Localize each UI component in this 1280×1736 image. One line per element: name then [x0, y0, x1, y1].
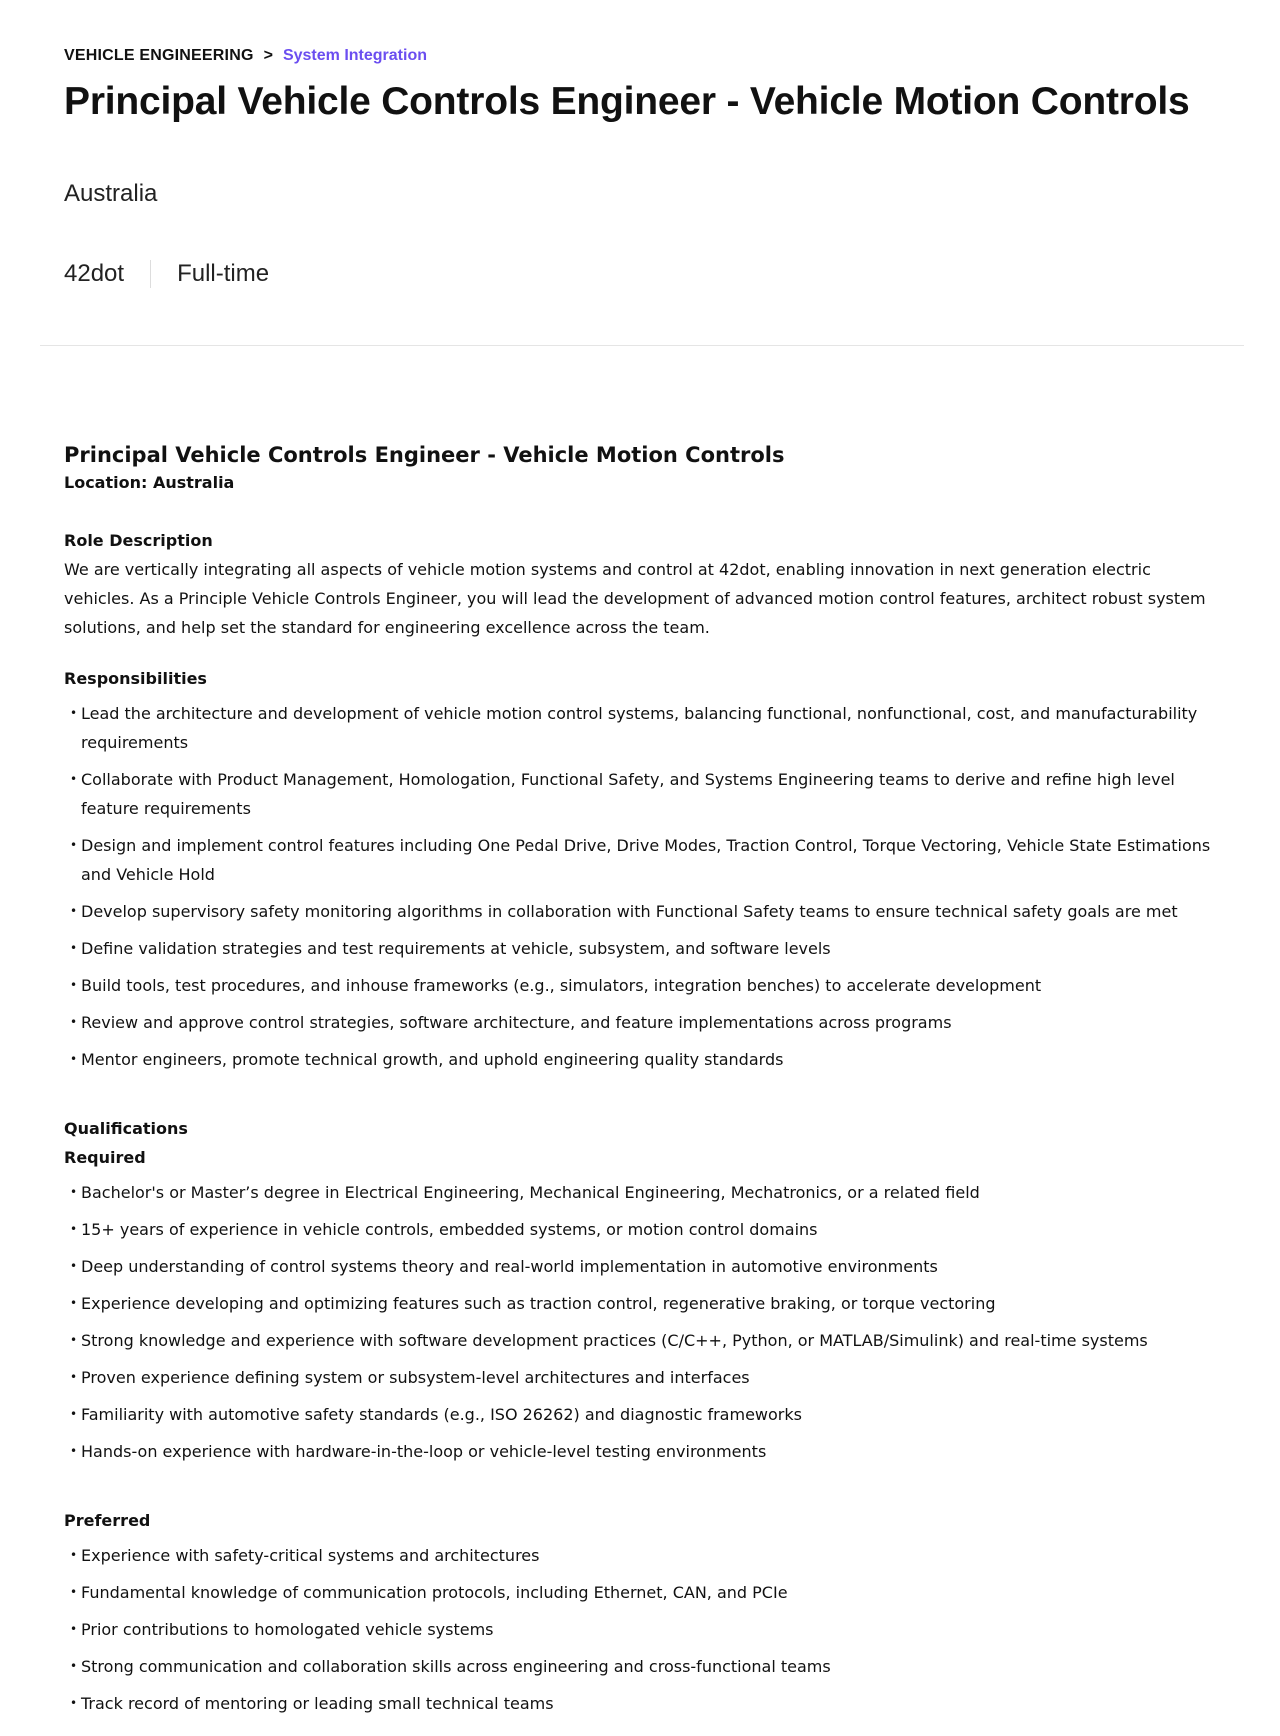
list-item: • Strong communication and collaboration skills across engineering and cross-functional teams	[72, 1652, 1224, 1681]
meta-divider	[150, 260, 151, 288]
list-item: • Familiarity with automotive safety standards (e.g., ISO 26262) and diagnostic frameworks	[72, 1400, 1224, 1429]
breadcrumb-system-integration[interactable]: System Integration	[282, 47, 427, 64]
job-description	[64, 440, 1224, 1726]
description-location: Location: Australia	[64, 473, 235, 492]
job-location: Australia	[64, 180, 158, 207]
list-item: • Hands-on experience with hardware-in-the-loop or vehicle-level testing environments	[72, 1437, 1224, 1466]
qualifications-heading: Qualifications	[64, 1119, 188, 1138]
list-item: • Proven experience defining system or subsystem-level architectures and interfaces	[72, 1363, 1224, 1392]
list-item: • Strong knowledge and experience with software development practices (C/C++, Python, or MATLAB/Simulink) and real-time systems	[72, 1326, 1224, 1355]
list-item: • Fundamental knowledge of communication protocols, including Ethernet, CAN, and PCIe	[72, 1578, 1224, 1607]
preferred-heading: Preferred	[64, 1511, 151, 1530]
list-item: • 15+ years of experience in vehicle controls, embedded systems, or motion control domains	[72, 1215, 1224, 1244]
list-item: • Design and implement control features including One Pedal Drive, Drive Modes, Traction Control, Torque Vectoring, Vehicle State Estimations and Vehicle Hold	[72, 831, 1224, 889]
list-item: • Mentor engineers, promote technical growth, and uphold engineering quality standards	[72, 1045, 1224, 1074]
breadcrumb	[64, 47, 427, 65]
description-title: Principal Vehicle Controls Engineer - Vehicle Motion Controls	[64, 443, 785, 467]
preferred-list	[64, 1541, 1224, 1718]
list-item: • Lead the architecture and development of vehicle motion control systems, balancing functional, nonfunctional, cost, and manufacturability requirements	[72, 699, 1224, 757]
employment-type: Full-time	[177, 260, 270, 287]
list-item: • Experience developing and optimizing features such as traction control, regenerative braking, or torque vectoring	[72, 1289, 1224, 1318]
required-list	[64, 1178, 1224, 1466]
list-item: • Deep understanding of control systems theory and real-world implementation in automotive environments	[72, 1252, 1224, 1281]
company-name: 42dot	[64, 260, 125, 287]
list-item: • Prior contributions to homologated vehicle systems	[72, 1615, 1224, 1644]
required-heading: Required	[64, 1148, 146, 1167]
list-item: • Review and approve control strategies, software architecture, and feature implementations across programs	[72, 1008, 1224, 1037]
list-item: • Define validation strategies and test requirements at vehicle, subsystem, and software levels	[72, 934, 1224, 963]
role-description-heading: Role Description	[64, 531, 213, 550]
list-item: • Track record of mentoring or leading small technical teams	[72, 1689, 1224, 1718]
header-divider	[40, 345, 1244, 346]
page-title: Principal Vehicle Controls Engineer - Vehicle Motion Controls	[64, 80, 1190, 123]
responsibilities-list	[64, 699, 1224, 1074]
breadcrumb-separator: >	[263, 47, 273, 64]
breadcrumb-vehicle-engineering[interactable]: VEHICLE ENGINEERING	[64, 47, 254, 64]
list-item: • Build tools, test procedures, and inhouse frameworks (e.g., simulators, integration benches) to accelerate development	[72, 971, 1224, 1000]
list-item: • Collaborate with Product Management, Homologation, Functional Safety, and Systems Engineering teams to derive and refine high level feature requirements	[72, 765, 1224, 823]
list-item: • Develop supervisory safety monitoring algorithms in collaboration with Functional Safety teams to ensure technical safety goals are met	[72, 897, 1224, 926]
role-description-text: We are vertically integrating all aspects of vehicle motion systems and control at 42dot, enabling innovation in next generation electric vehicles. As a Principle Vehicle Controls Engineer, you will lead the development of advanced motion control features, architect robust system solutions, and help set the standard for engineering excellence across the team.	[64, 560, 1206, 637]
job-meta	[64, 260, 269, 288]
list-item: • Bachelor's or Master’s degree in Electrical Engineering, Mechanical Engineering, Mechatronics, or a related field	[72, 1178, 1224, 1207]
responsibilities-heading: Responsibilities	[64, 669, 207, 688]
list-item: • Experience with safety-critical systems and architectures	[72, 1541, 1224, 1570]
